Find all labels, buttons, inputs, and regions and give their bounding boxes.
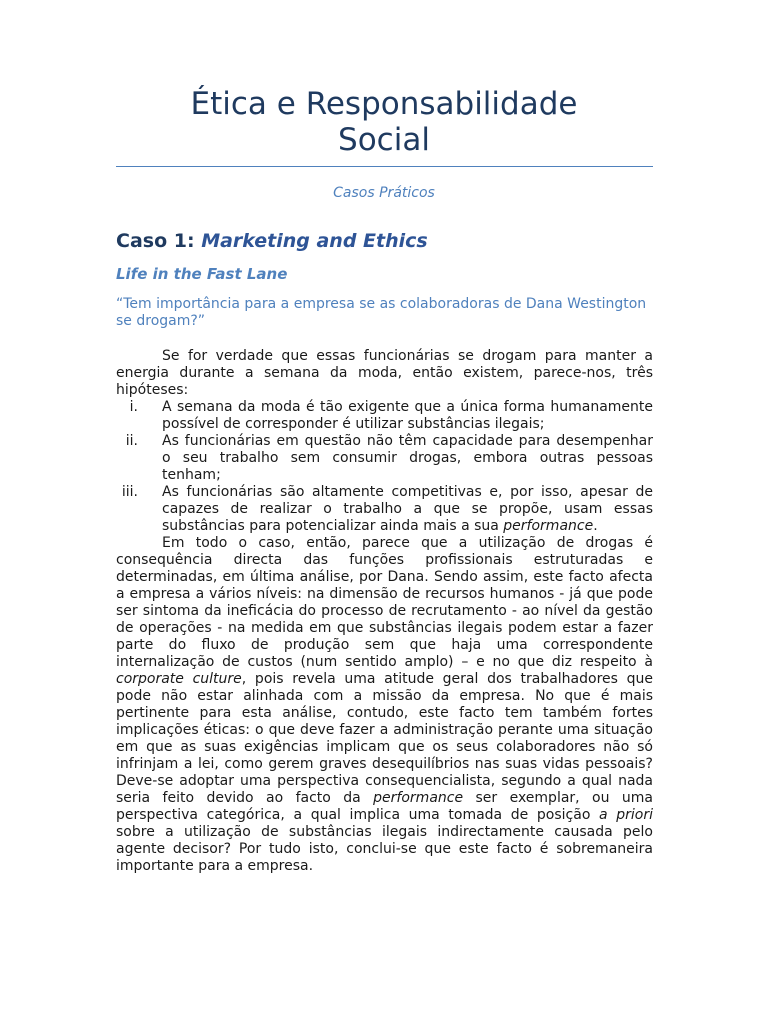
list-item (116, 484, 653, 535)
case-heading (116, 230, 428, 252)
list-item-text: As funcionárias em questão não têm capacidade para desempenhar o seu trabalho sem consumir drogas, embora outras pessoas tenham; (162, 433, 653, 483)
intro-paragraph: Se for verdade que essas funcionárias se drogam para manter a energia durante a semana da moda, então existem, parece-nos, três hipóteses: (116, 348, 653, 398)
list-item (116, 433, 653, 484)
list-marker: iii. (121, 484, 138, 500)
case-heading-prefix: Caso 1: (116, 230, 202, 252)
document-title (0, 86, 768, 158)
emphasis-performance: performance (503, 518, 594, 534)
document-subtitle: Casos Práticos (333, 185, 435, 201)
main-paragraph (116, 535, 653, 875)
case-question-quote: “Tem importância para a empresa se as colaboradoras de Dana Westington se drogam?” (116, 296, 647, 329)
main-paragraph-part-3: ser exemplar, ou uma perspectiva categórica, a qual implica uma tomada de posição (116, 790, 653, 823)
list-marker: i. (129, 399, 138, 415)
document-body (116, 348, 653, 875)
list-item (116, 399, 653, 433)
hypotheses-list (116, 399, 653, 535)
main-paragraph-part-4: sobre a utilização de substâncias ilegais indirectamente causada pelo agente decisor? Por tudo isto, conclui-se que este facto é sobremaneira importante para a empresa. (116, 824, 653, 874)
title-line-1: Ética e Responsabilidade (190, 86, 578, 122)
emphasis-performance-2: performance (373, 790, 464, 806)
emphasis-corporate-culture: corporate culture (116, 671, 242, 687)
list-item-text (162, 484, 653, 534)
main-paragraph-part-2: , pois revela uma atitude geral dos trabalhadores que pode não estar alinhada com a missão da empresa. No que é mais pertinente para esta análise, contudo, este facto tem também fortes implicações éticas: o que deve fazer a administração perante uma situação em que as suas exigências implicam que os seus colaboradores não só infrinjam a lei, como gerem graves desequilíbrios nas suas vidas pessoais? Deve-se adoptar uma perspectiva consequencialista, segundo a qual nada seria feito devido ao facto da (116, 671, 653, 806)
list-marker: ii. (125, 433, 138, 449)
list-item-text-start: As funcionárias são altamente competitivas e, por isso, apesar de capazes de realizar o trabalho a que se propõe, usam essas substâncias para potencializar ainda mais a sua (162, 484, 653, 534)
emphasis-a-priori: a priori (599, 807, 653, 823)
main-paragraph-part-1: Em todo o caso, então, parece que a utilização de drogas é consequência directa das funções profissionais estruturadas e determinadas, em última análise, por Dana. Sendo assim, este facto afecta a empresa a vários níveis: na dimensão de recursos humanos - já que pode ser sintoma da ineficácia do processo de recrutamento - ao nível da gestão de operações - na medida em que substâncias ilegais podem estar a fazer parte do fluxo de produção sem que haja uma correspondente internalização de custos (num sentido amplo) – e no que diz respeito à (116, 535, 653, 670)
list-item-text-end: . (593, 518, 598, 534)
list-item-text: A semana da moda é tão exigente que a única forma humanamente possível de corresponder é utilizar substâncias ilegais; (162, 399, 653, 432)
case-heading-title: Marketing and Ethics (201, 230, 428, 252)
title-divider (116, 166, 653, 167)
title-line-2: Social (338, 122, 430, 158)
section-heading: Life in the Fast Lane (116, 265, 288, 283)
